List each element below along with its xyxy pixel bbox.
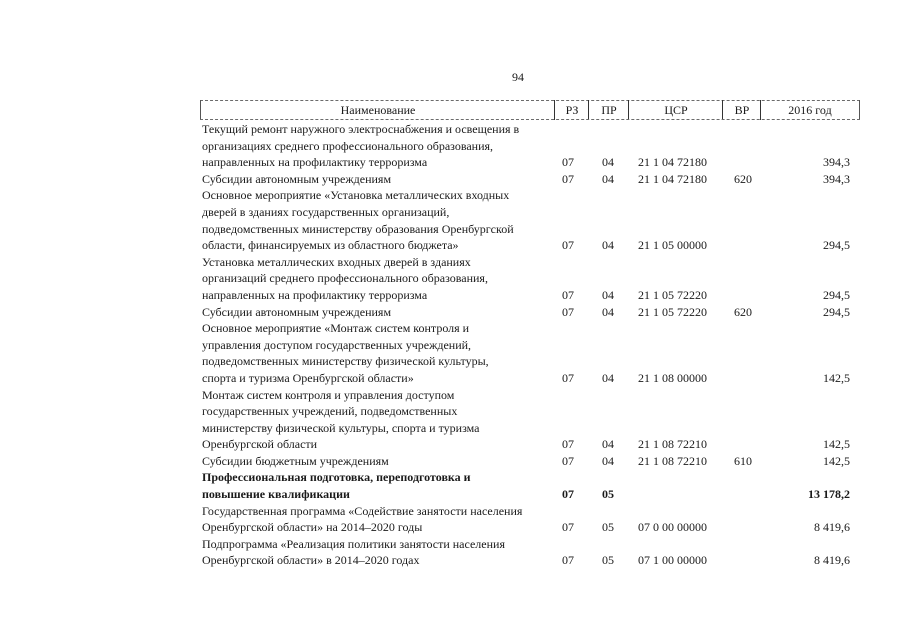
column-year-header: 2016 год — [760, 100, 860, 120]
table-header — [200, 100, 860, 120]
table-row — [202, 387, 862, 453]
row-name-line: подведомственных министерству физической культуры, — [202, 354, 489, 369]
row-csr: 21 1 08 72210 — [638, 437, 707, 452]
row-name-line: Подпрограмма «Реализация политики занятости населения — [202, 536, 505, 551]
row-name-line: Оренбургской области» в 2014–2020 годах — [202, 553, 420, 568]
row-name-line: Текущий ремонт наружного электроснабжения и освещения в — [202, 122, 520, 136]
row-csr: 21 1 05 00000 — [638, 238, 707, 253]
table-row — [202, 469, 862, 502]
row-name-line: Оренбургской области» на 2014–2020 годы — [202, 520, 423, 535]
row-name — [202, 453, 542, 470]
table-row — [202, 320, 862, 386]
row-csr: 21 1 05 72220 — [638, 304, 707, 319]
row-name-line: Основное мероприятие «Установка металлических входных — [202, 188, 510, 203]
row-pr: 04 — [602, 304, 614, 319]
row-name-line: министерству физической культуры, спорта и туризма — [202, 420, 480, 435]
row-pr: 04 — [602, 370, 614, 385]
row-name-line: Профессиональная подготовка, переподготовка и — [202, 470, 471, 485]
row-csr: 21 1 08 72210 — [638, 453, 707, 468]
row-name-line: управления доступом государственных учреждений, — [202, 337, 472, 352]
row-pr: 04 — [602, 287, 614, 302]
column-pr-header: ПР — [588, 100, 629, 120]
row-pr: 04 — [602, 453, 614, 468]
row-name-line: Основное мероприятие «Монтаж систем контроля и — [202, 321, 470, 336]
row-pr: 04 — [602, 238, 614, 253]
column-vr-header: ВР — [722, 100, 761, 120]
table-row — [202, 254, 862, 304]
row-amount: 8 419,6 — [814, 553, 850, 568]
row-amount: 142,5 — [823, 453, 850, 468]
row-name-line: повышение квалификации — [202, 487, 350, 502]
row-name — [202, 387, 542, 453]
row-amount: 142,5 — [823, 370, 850, 385]
table-row — [202, 121, 862, 171]
row-name-line: государственных учреждений, подведомственных — [202, 404, 458, 419]
row-rz: 07 — [562, 238, 574, 253]
column-csr-header: ЦСР — [628, 100, 723, 120]
row-pr: 05 — [602, 487, 614, 502]
row-name-line: Оренбургской области — [202, 437, 318, 452]
row-name-line: Субсидии автономным учреждениям — [202, 171, 392, 186]
row-name-line: направленных на профилактику терроризма — [202, 287, 428, 302]
row-name — [202, 187, 542, 253]
page-number: 94 — [512, 70, 524, 84]
row-name-line: области, финансируемых из областного бюджета» — [202, 238, 459, 253]
row-csr: 21 1 04 72180 — [638, 155, 707, 170]
row-name — [202, 171, 542, 188]
row-rz: 07 — [562, 520, 574, 535]
row-csr: 21 1 05 72220 — [638, 287, 707, 302]
row-vr: 610 — [734, 453, 752, 468]
row-name-line: дверей в зданиях государственных организаций, — [202, 204, 450, 219]
row-rz: 07 — [562, 155, 574, 170]
row-pr: 04 — [602, 437, 614, 452]
row-name — [202, 304, 542, 321]
row-amount: 294,5 — [823, 304, 850, 319]
row-rz: 07 — [562, 287, 574, 302]
row-csr: 07 0 00 00000 — [638, 520, 707, 535]
row-rz: 07 — [562, 304, 574, 319]
row-name-line: Установка металлических входных дверей в зданиях — [202, 254, 471, 269]
row-csr: 07 1 00 00000 — [638, 553, 707, 568]
row-amount: 294,5 — [823, 287, 850, 302]
row-name — [202, 121, 542, 171]
row-rz: 07 — [562, 437, 574, 452]
row-amount: 8 419,6 — [814, 520, 850, 535]
column-name-header: Наименование — [200, 100, 555, 120]
table-body — [202, 121, 862, 569]
column-rz-header: РЗ — [554, 100, 589, 120]
row-amount: 142,5 — [823, 437, 850, 452]
row-name-line: направленных на профилактику терроризма — [202, 155, 428, 170]
row-rz: 07 — [562, 370, 574, 385]
row-vr: 620 — [734, 304, 752, 319]
table-row — [202, 171, 862, 188]
row-name — [202, 503, 542, 536]
row-name-line: организациях среднего профессионального образования, — [202, 138, 494, 153]
table-row — [202, 187, 862, 253]
table-row — [202, 453, 862, 470]
row-name-line: организаций среднего профессионального образования, — [202, 271, 488, 286]
row-name-line: спорта и туризма Оренбургской области» — [202, 370, 414, 385]
row-pr: 05 — [602, 520, 614, 535]
row-pr: 04 — [602, 171, 614, 186]
row-amount: 394,3 — [823, 155, 850, 170]
row-rz: 07 — [562, 553, 574, 568]
row-rz: 07 — [562, 171, 574, 186]
row-amount: 394,3 — [823, 171, 850, 186]
row-csr: 21 1 08 00000 — [638, 370, 707, 385]
row-csr: 21 1 04 72180 — [638, 171, 707, 186]
row-name-line: Государственная программа «Содействие занятости населения — [202, 503, 523, 518]
row-name-line: Субсидии бюджетным учреждениям — [202, 453, 389, 468]
row-name-line: Монтаж систем контроля и управления доступом — [202, 387, 455, 402]
header-bottom-border — [200, 119, 860, 120]
row-rz: 07 — [562, 487, 574, 502]
row-name — [202, 536, 542, 569]
table-row — [202, 536, 862, 569]
table-row — [202, 503, 862, 536]
row-name — [202, 320, 542, 386]
row-pr: 05 — [602, 553, 614, 568]
row-rz: 07 — [562, 453, 574, 468]
row-pr: 04 — [602, 155, 614, 170]
table-row — [202, 304, 862, 321]
row-name — [202, 254, 542, 304]
row-vr: 620 — [734, 171, 752, 186]
row-name — [202, 469, 542, 502]
row-name-line: подведомственных министерству образования Оренбургской — [202, 221, 514, 236]
row-name-line: Субсидии автономным учреждениям — [202, 304, 392, 319]
row-amount: 13 178,2 — [808, 487, 850, 502]
row-amount: 294,5 — [823, 238, 850, 253]
